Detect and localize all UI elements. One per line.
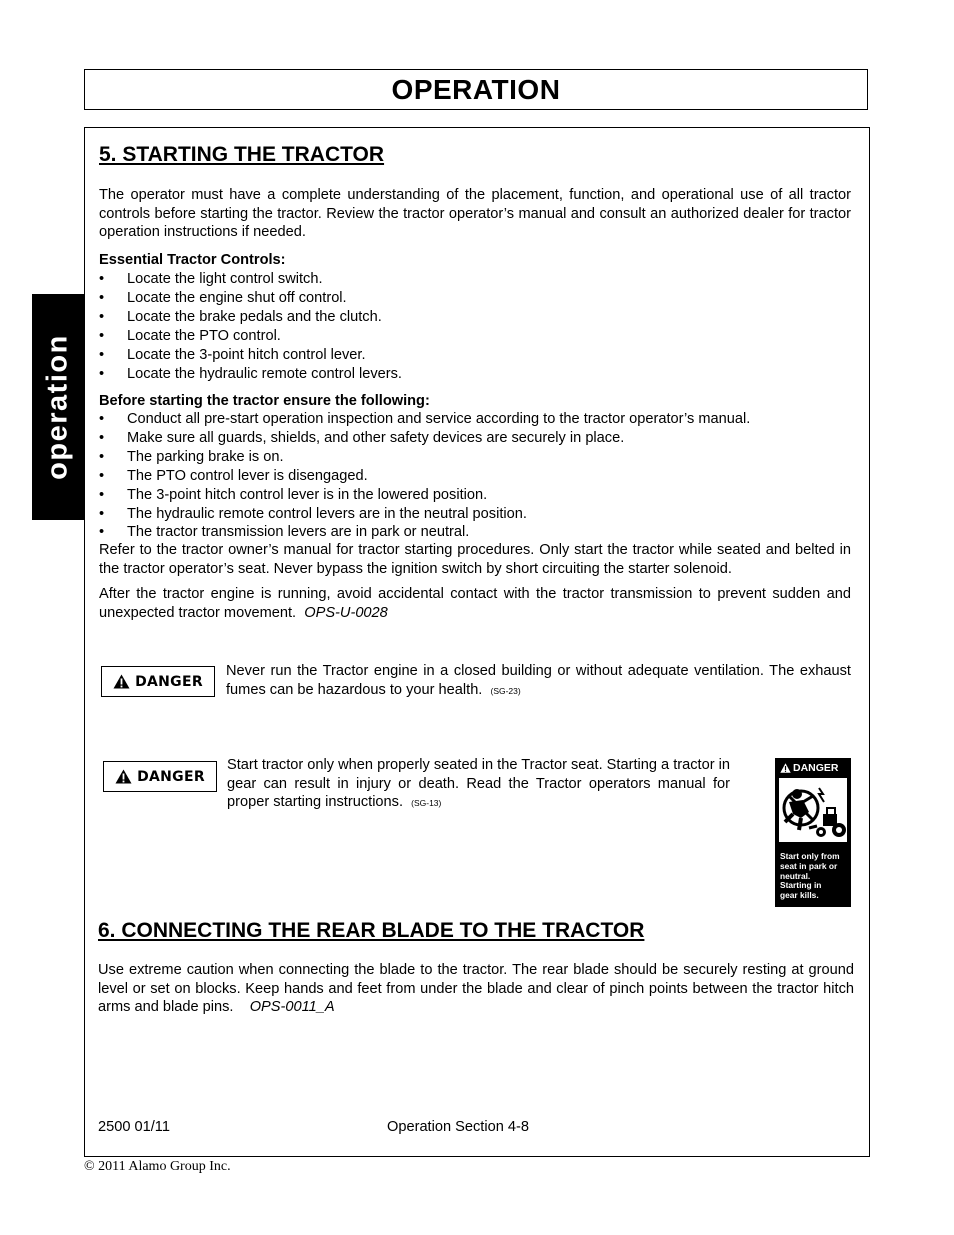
before-heading: Before starting the tractor ensure the following: <box>99 393 430 409</box>
section6-text: Use extreme caution when connecting the blade to the tractor. The rear blade should be securely resting at ground level or set on blocks. Keep hands and feet from under the blade and clear of pinch points between the tractor hitch arms and blade pins. OPS-0011_A <box>98 962 854 1016</box>
footer-section: Operation Section 4-8 <box>387 1119 529 1135</box>
danger1-text: Never run the Tractor engine in a closed building or without adequate ventilation. The exhaust fumes can be hazardous to your health. (SG-23) <box>226 663 851 698</box>
danger-label-text: DANGER <box>135 673 203 690</box>
safety-decal <box>775 758 851 907</box>
section5-refer: Refer to the tractor owner’s manual for tractor starting procedures. Only start the tractor while seated and belted in the tractor operator’s seat. Never bypass the ignition switch by short circuiting the starter solenoid. <box>99 542 851 577</box>
decal-title: DANGER <box>775 758 851 774</box>
list-item: • Conduct all pre-start operation inspection and service according to the tractor operator’s manual. <box>99 411 751 427</box>
warning-triangle-icon <box>113 674 130 689</box>
footer-model-date: 2500 01/11 <box>98 1119 170 1135</box>
list-item: • Locate the light control switch. <box>99 271 323 287</box>
list-item: • Locate the engine shut off control. <box>99 289 347 306</box>
danger-label-1 <box>101 666 215 697</box>
warning-triangle-icon <box>115 769 132 784</box>
decal-text: Start only from seat in park or neutral. Starting in gear kills. <box>780 851 840 901</box>
warning-triangle-icon <box>780 763 791 773</box>
danger-label-2 <box>103 761 217 792</box>
page-title: OPERATION <box>391 73 561 105</box>
list-item: • The 3-point hitch control lever is in the lowered position. <box>99 486 488 503</box>
section-side-tab <box>32 294 84 520</box>
list-item: • The tractor transmission levers are in park or neutral. <box>99 524 470 541</box>
list-item: • Locate the hydraulic remote control levers. <box>99 365 402 382</box>
list-item: • The PTO control lever is disengaged. <box>99 467 368 484</box>
danger-label-text: DANGER <box>137 768 205 785</box>
controls-list <box>99 270 851 383</box>
copyright: © 2011 Alamo Group Inc. <box>84 1159 231 1174</box>
page-header <box>84 69 868 110</box>
sg-code: (SG-23) <box>490 685 521 696</box>
ops-code: OPS-U-0028 <box>304 604 388 621</box>
section5-heading: 5. STARTING THE TRACTOR <box>99 143 385 166</box>
list-item: • The parking brake is on. <box>99 448 284 465</box>
side-tab-label: operation <box>41 334 74 480</box>
sg-code: (SG-13) <box>411 798 442 809</box>
controls-heading: Essential Tractor Controls: <box>99 252 286 268</box>
danger2-text: Start tractor only when properly seated in the Tractor seat. Starting a tractor in gear can result in injury or death. Read the Tractor operators manual for proper starting instructions. (SG-13) <box>227 757 730 811</box>
section5-after: After the tractor engine is running, avoid accidental contact with the tractor transmission to prevent sudden and unexpected tractor movement. OPS-U-0028 <box>99 586 851 621</box>
list-item: • Locate the PTO control. <box>99 327 281 344</box>
ops-code: OPS-0011_A <box>249 999 335 1016</box>
tractor-start-hazard-icon <box>779 778 847 842</box>
list-item: • The hydraulic remote control levers are in the neutral position. <box>99 505 527 522</box>
list-item: • Locate the 3-point hitch control lever. <box>99 346 366 363</box>
section5-intro: The operator must have a complete understanding of the placement, function, and operational use of all tractor controls before starting the tractor. Review the tractor operator’s manual and consult an authorized dealer for tractor operation instructions if needed. <box>99 187 851 241</box>
list-item: • Locate the brake pedals and the clutch. <box>99 308 382 325</box>
section6-heading: 6. CONNECTING THE REAR BLADE TO THE TRACTOR <box>98 919 645 942</box>
before-list <box>99 410 851 542</box>
list-item: • Make sure all guards, shields, and other safety devices are securely in place. <box>99 429 625 446</box>
